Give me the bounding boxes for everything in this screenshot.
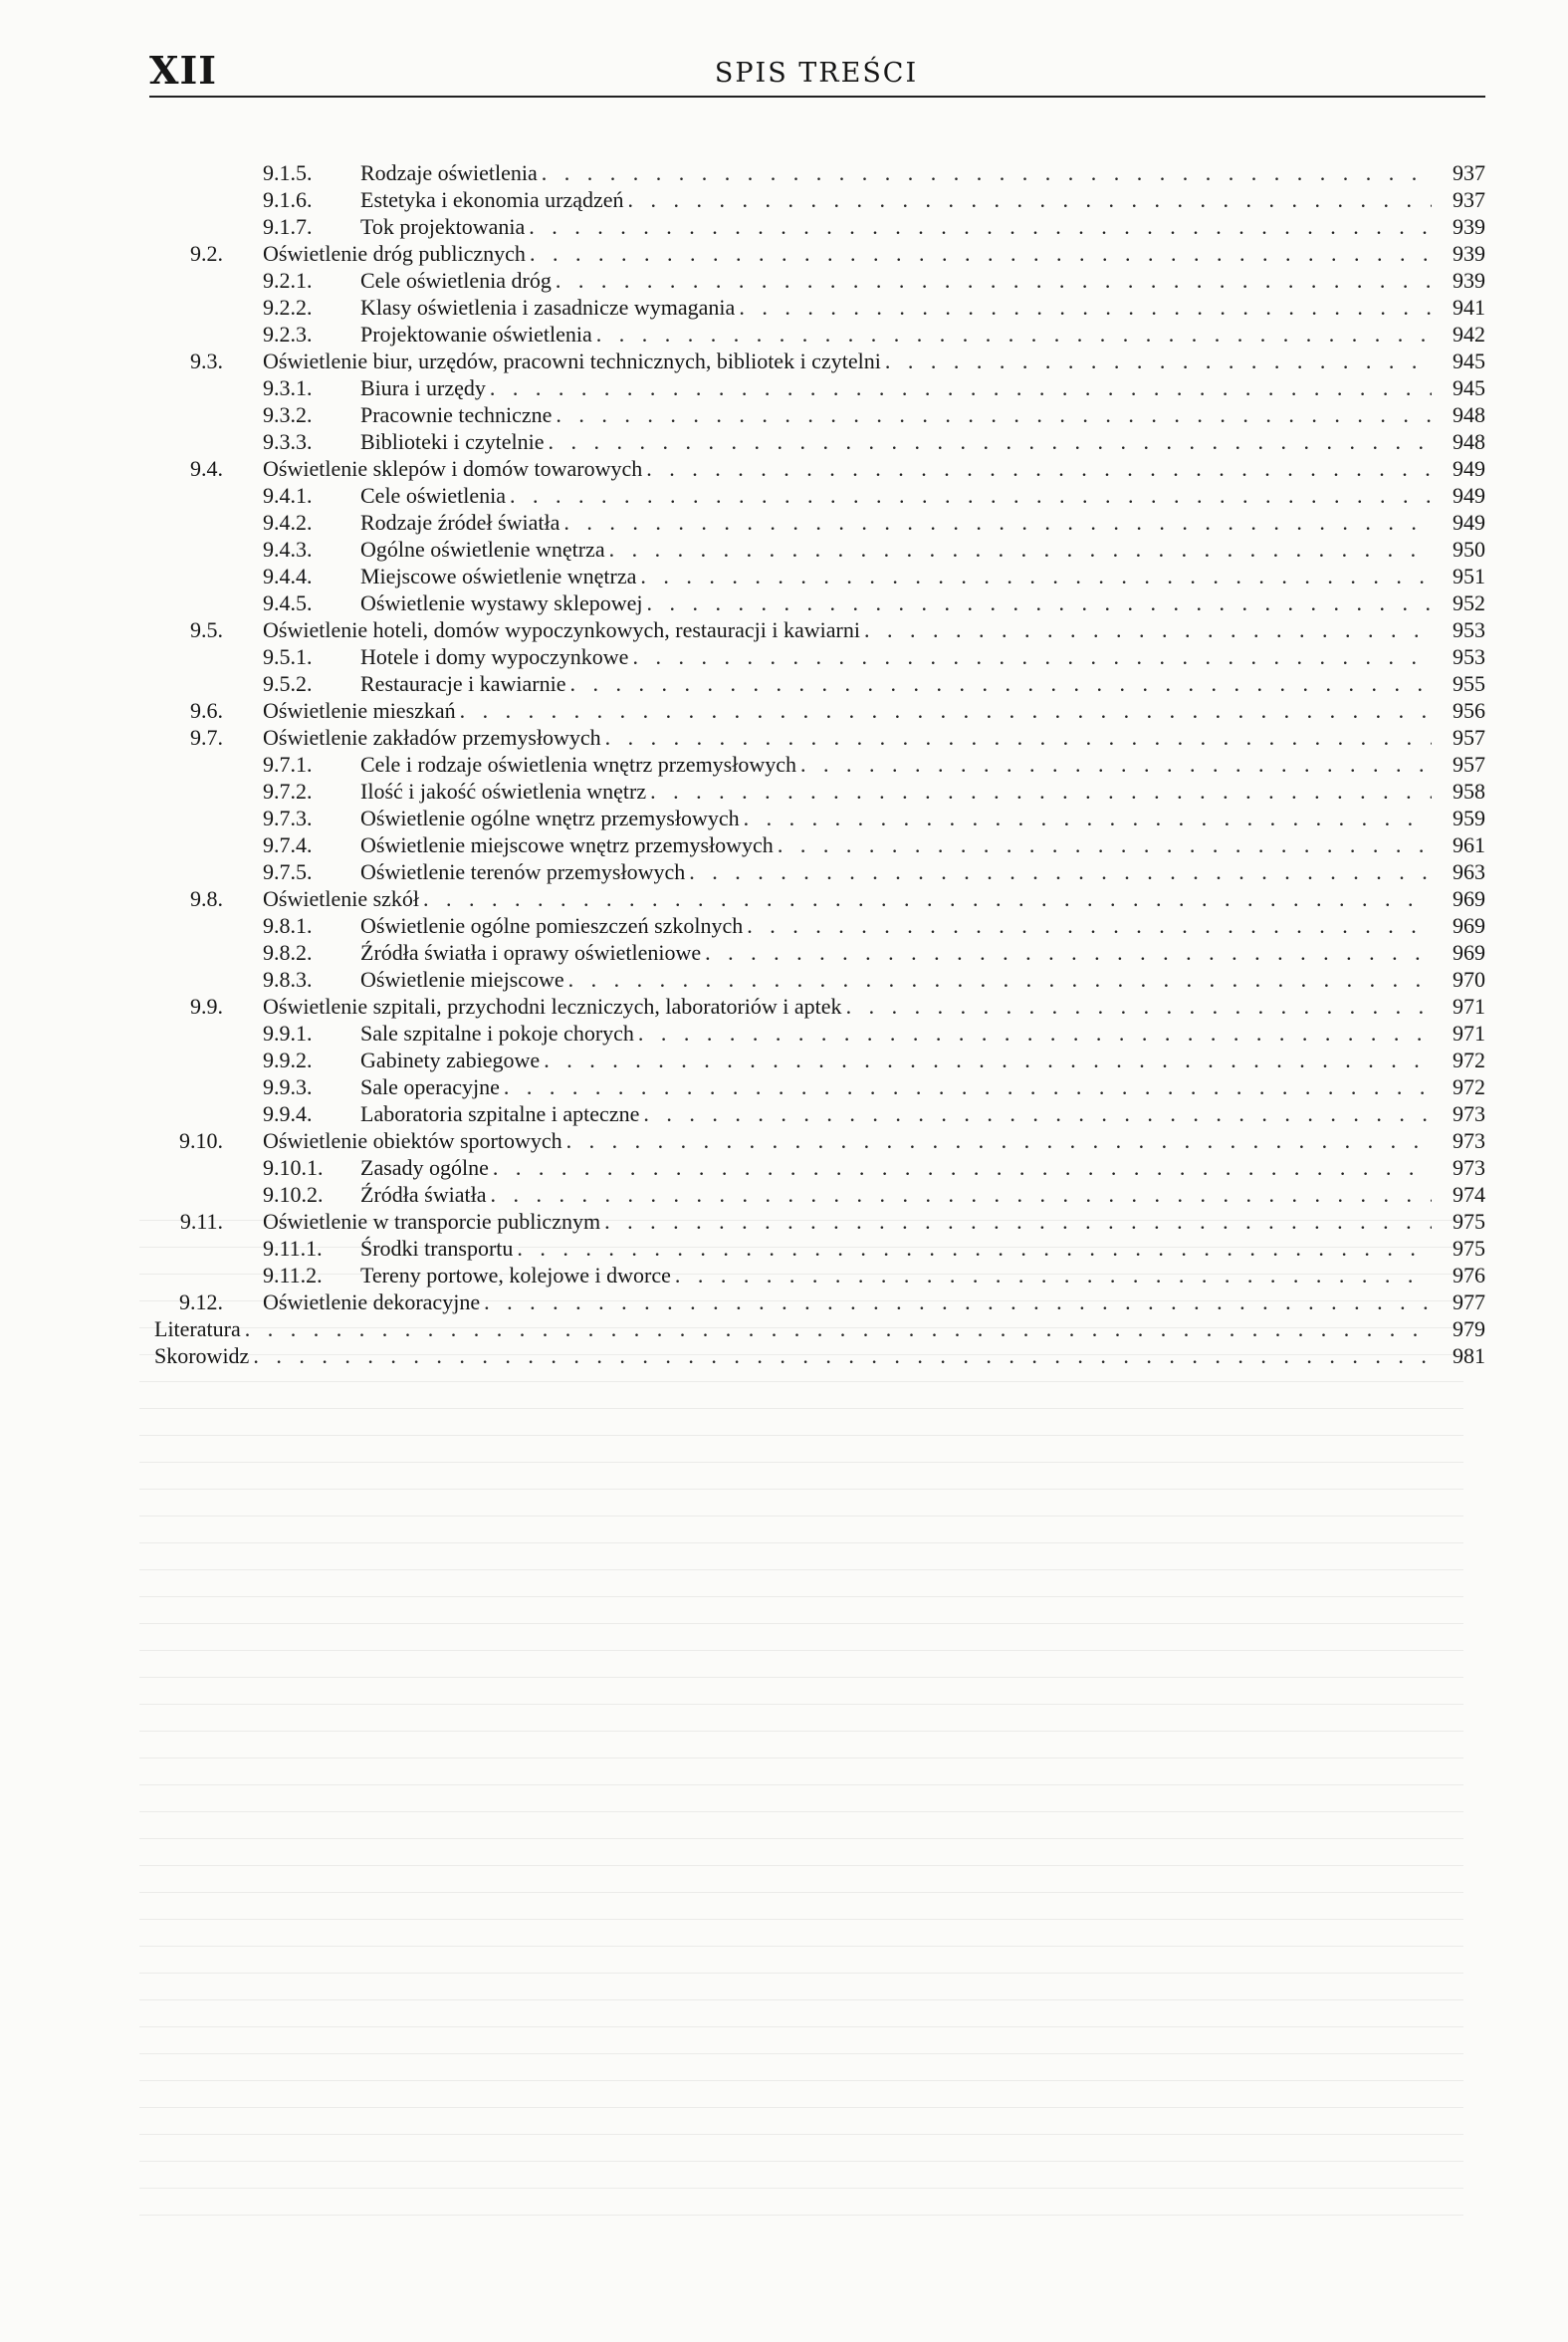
page-header — [149, 48, 1483, 96]
dot-leader — [592, 321, 1432, 348]
toc-entry-number: 9.12. — [179, 1289, 223, 1314]
toc-entry-number: 9.4.1. — [263, 483, 313, 508]
toc-entry-page: 939 — [1453, 268, 1485, 293]
dot-leader — [489, 1154, 1432, 1181]
toc-entry-title: Ogólne oświetlenie wnętrza — [360, 537, 605, 562]
dot-leader — [842, 993, 1432, 1020]
toc-entry-line — [360, 536, 1485, 563]
toc-entry-line — [360, 1100, 1485, 1127]
toc-entry — [151, 751, 1485, 778]
toc-entry-title: Oświetlenie szkół — [263, 886, 420, 911]
dot-leader — [774, 831, 1432, 858]
dot-leader — [740, 805, 1432, 831]
toc-entry-page: 973 — [1453, 1155, 1485, 1180]
toc-entry-number: 9.2.1. — [263, 268, 313, 293]
toc-entry-page: 969 — [1453, 940, 1485, 965]
toc-entry-line — [360, 1181, 1485, 1208]
toc-entry-title: Ilość i jakość oświetlenia wnętrz — [360, 779, 647, 804]
toc-entry-page: 979 — [1453, 1316, 1485, 1341]
dot-leader — [486, 1181, 1432, 1208]
toc-entry-number: 9.4.2. — [263, 510, 313, 535]
toc-entry — [151, 912, 1485, 939]
toc-entry — [151, 348, 1485, 374]
toc-entry-line — [360, 805, 1485, 831]
toc-entry — [151, 616, 1485, 643]
toc-entry-page: 937 — [1453, 187, 1485, 212]
toc-entry-number: 9.3. — [190, 349, 223, 373]
toc-entry — [151, 885, 1485, 912]
toc-entry-line — [360, 213, 1485, 240]
toc-entry-page: 957 — [1453, 725, 1485, 750]
dot-leader — [419, 885, 1432, 912]
dot-leader — [735, 294, 1432, 321]
toc-entry-page: 957 — [1453, 752, 1485, 777]
toc-entry-title: Środki transportu — [360, 1236, 514, 1261]
toc-entry-title: Cele i rodzaje oświetlenia wnętrz przemysłowych — [360, 752, 797, 777]
dot-leader — [642, 455, 1432, 482]
toc-entry-title: Gabinety zabiegowe — [360, 1048, 541, 1072]
toc-entry-number: 9.3.3. — [263, 429, 313, 454]
toc-entry-number: 9.9.2. — [263, 1048, 313, 1072]
toc-entry — [151, 213, 1485, 240]
toc-entry — [151, 401, 1485, 428]
toc-entry-line — [263, 1288, 1485, 1315]
toc-entry-page: 977 — [1453, 1289, 1485, 1314]
toc-entry-number: 9.7. — [190, 725, 223, 750]
dot-leader — [456, 697, 1432, 724]
toc-entry — [151, 428, 1485, 455]
toc-entry — [151, 294, 1485, 321]
dot-leader — [600, 1208, 1432, 1235]
toc-entry-title: Cele oświetlenia dróg — [360, 268, 552, 293]
toc-entry — [151, 1262, 1485, 1288]
toc-entry-page: 963 — [1453, 859, 1485, 884]
dot-leader — [552, 401, 1432, 428]
toc-entry-title: Oświetlenie wystawy sklepowej — [360, 590, 643, 615]
dot-leader — [486, 374, 1432, 401]
toc-entry — [151, 1154, 1485, 1181]
toc-entry-title: Oświetlenie w transporcie publicznym — [263, 1209, 601, 1234]
toc-entry-page: 961 — [1453, 832, 1485, 857]
toc-entry — [151, 1100, 1485, 1127]
dot-leader — [646, 778, 1432, 805]
dot-leader — [601, 724, 1432, 751]
toc-entry-number: 9.7.2. — [263, 779, 313, 804]
toc-entry — [151, 267, 1485, 294]
toc-entry-line — [263, 455, 1485, 482]
toc-entry-line — [360, 751, 1485, 778]
toc-entry-page: 948 — [1453, 402, 1485, 427]
dot-leader — [552, 267, 1432, 294]
toc-entry — [151, 697, 1485, 724]
bleed-through-texture — [139, 1220, 1463, 2235]
toc-entry-line — [360, 159, 1485, 186]
toc-entry-title: Tereny portowe, kolejowe i dworce — [360, 1263, 671, 1288]
dot-leader — [480, 1288, 1432, 1315]
toc-entry-number: 9.4.3. — [263, 537, 313, 562]
toc-entry-title: Źródła światła — [360, 1182, 487, 1207]
toc-entry-title: Biblioteki i czytelnie — [360, 429, 545, 454]
toc-entry — [151, 482, 1485, 509]
toc-entry-line — [360, 670, 1485, 697]
dot-leader — [241, 1315, 1432, 1342]
header-rule — [149, 96, 1485, 98]
toc-entry-number: 9.1.7. — [263, 214, 313, 239]
dot-leader — [636, 563, 1432, 589]
toc-entry-title: Oświetlenie hoteli, domów wypoczynkowych, restauracji i kawiarni — [263, 617, 860, 642]
toc-entry-line — [360, 966, 1485, 993]
dot-leader — [540, 1047, 1432, 1073]
toc-entry-number: 9.3.1. — [263, 375, 313, 400]
toc-entry-number: 9.8.1. — [263, 913, 313, 938]
toc-entry-number: 9.9.3. — [263, 1074, 313, 1099]
dot-leader — [796, 751, 1432, 778]
toc-entry-line — [263, 1127, 1485, 1154]
toc-entry-title: Literatura — [154, 1316, 241, 1341]
toc-entry-page: 959 — [1453, 806, 1485, 830]
toc-entry-title: Oświetlenie zakładów przemysłowych — [263, 725, 601, 750]
toc-entry-page: 969 — [1453, 886, 1485, 911]
toc-entry-title: Biura i urzędy — [360, 375, 486, 400]
toc-entry — [151, 966, 1485, 993]
dot-leader — [671, 1262, 1432, 1288]
toc-entry — [151, 1315, 1485, 1342]
toc-entry-number: 9.8.3. — [263, 967, 313, 992]
toc-entry-number: 9.4.5. — [263, 590, 313, 615]
toc-entry-page: 972 — [1453, 1048, 1485, 1072]
toc-entry — [151, 724, 1485, 751]
toc-entry-title: Oświetlenie dróg publicznych — [263, 241, 526, 266]
table-of-contents — [151, 159, 1485, 1369]
toc-entry-number: 9.5.1. — [263, 644, 313, 669]
dot-leader — [513, 1235, 1432, 1262]
toc-entry-page: 945 — [1453, 349, 1485, 373]
dot-leader — [881, 348, 1432, 374]
toc-entry-page: 969 — [1453, 913, 1485, 938]
dot-leader — [628, 643, 1432, 670]
toc-entry-title: Miejscowe oświetlenie wnętrza — [360, 564, 637, 588]
toc-entry-page: 971 — [1453, 994, 1485, 1019]
toc-entry — [151, 939, 1485, 966]
toc-entry-page: 949 — [1453, 456, 1485, 481]
toc-entry — [151, 993, 1485, 1020]
toc-entry-number: 9.7.1. — [263, 752, 313, 777]
toc-entry-page: 981 — [1453, 1343, 1485, 1368]
toc-entry-number: 9.8. — [190, 886, 223, 911]
toc-entry-line — [360, 939, 1485, 966]
toc-entry-number: 9.11.2. — [263, 1263, 323, 1288]
toc-entry-line — [263, 1208, 1485, 1235]
toc-entry-line — [360, 482, 1485, 509]
toc-entry-title: Oświetlenie miejscowe wnętrz przemysłowych — [360, 832, 774, 857]
toc-entry-page: 972 — [1453, 1074, 1485, 1099]
toc-entry-title: Zasady ogólne — [360, 1155, 489, 1180]
toc-entry-line — [360, 267, 1485, 294]
toc-entry-line — [360, 1154, 1485, 1181]
dot-leader — [538, 159, 1432, 186]
toc-entry-page: 975 — [1453, 1209, 1485, 1234]
toc-entry-line — [360, 1073, 1485, 1100]
dot-leader — [562, 1127, 1432, 1154]
toc-entry-line — [360, 1235, 1485, 1262]
toc-entry-number: 9.1.5. — [263, 160, 313, 185]
dot-leader — [639, 1100, 1432, 1127]
toc-entry-number: 9.2.2. — [263, 295, 313, 320]
toc-entry-line — [360, 912, 1485, 939]
toc-entry-number: 9.9.1. — [263, 1021, 313, 1046]
toc-entry-number: 9.4.4. — [263, 564, 313, 588]
toc-entry-title: Estetyka i ekonomia urządzeń — [360, 187, 624, 212]
toc-entry-page: 955 — [1453, 671, 1485, 696]
toc-entry-number: 9.9.4. — [263, 1101, 313, 1126]
toc-entry-line — [360, 1020, 1485, 1047]
toc-entry — [151, 563, 1485, 589]
toc-entry — [151, 670, 1485, 697]
toc-entry-page: 941 — [1453, 295, 1485, 320]
toc-entry-number: 9.7.3. — [263, 806, 313, 830]
toc-entry-title: Laboratoria szpitalne i apteczne — [360, 1101, 640, 1126]
dot-leader — [624, 186, 1432, 213]
toc-entry — [151, 589, 1485, 616]
toc-entry-line — [154, 1315, 1485, 1342]
toc-entry — [151, 1288, 1485, 1315]
toc-entry-title: Tok projektowania — [360, 214, 526, 239]
toc-entry-line — [360, 1262, 1485, 1288]
toc-entry-line — [263, 885, 1485, 912]
toc-entry-line — [360, 858, 1485, 885]
page-title: SPIS TREŚCI — [714, 58, 919, 89]
toc-entry — [151, 240, 1485, 267]
toc-entry-line — [360, 321, 1485, 348]
toc-entry-title: Sale szpitalne i pokoje chorych — [360, 1021, 634, 1046]
dot-leader — [560, 509, 1432, 536]
toc-entry — [151, 858, 1485, 885]
toc-entry-number: 9.6. — [190, 698, 223, 723]
toc-entry-line — [360, 428, 1485, 455]
toc-entry — [151, 1127, 1485, 1154]
toc-entry-title: Oświetlenie terenów przemysłowych — [360, 859, 686, 884]
toc-entry-title: Oświetlenie ogólne pomieszczeń szkolnych — [360, 913, 744, 938]
toc-entry-title: Źródła światła i oprawy oświetleniowe — [360, 940, 702, 965]
dot-leader — [701, 939, 1432, 966]
toc-entry — [151, 805, 1485, 831]
toc-entry-number: 9.1.6. — [263, 187, 313, 212]
toc-entry-line — [154, 1342, 1485, 1369]
dot-leader — [743, 912, 1432, 939]
toc-entry-title: Oświetlenie ogólne wnętrz przemysłowych — [360, 806, 740, 830]
toc-entry — [151, 536, 1485, 563]
toc-entry-line — [360, 374, 1485, 401]
toc-entry-line — [360, 1047, 1485, 1073]
toc-entry-number: 9.9. — [190, 994, 223, 1019]
toc-entry-page: 970 — [1453, 967, 1485, 992]
dot-leader — [643, 589, 1433, 616]
toc-entry-number: 9.2. — [190, 241, 223, 266]
dot-leader — [545, 428, 1432, 455]
dot-leader — [634, 1020, 1432, 1047]
toc-entry — [151, 159, 1485, 186]
toc-entry — [151, 186, 1485, 213]
toc-entry-line — [263, 724, 1485, 751]
toc-entry-page: 974 — [1453, 1182, 1485, 1207]
toc-entry — [151, 455, 1485, 482]
toc-entry-page: 958 — [1453, 779, 1485, 804]
toc-entry-page: 953 — [1453, 644, 1485, 669]
toc-entry-title: Cele oświetlenia — [360, 483, 507, 508]
toc-entry-title: Oświetlenie miejscowe — [360, 967, 564, 992]
toc-entry — [151, 831, 1485, 858]
toc-entry-line — [360, 294, 1485, 321]
dot-leader — [860, 616, 1432, 643]
toc-entry-title: Projektowanie oświetlenia — [360, 322, 592, 347]
toc-entry — [151, 643, 1485, 670]
toc-entry — [151, 1235, 1485, 1262]
toc-entry-number: 9.10.1. — [263, 1155, 324, 1180]
toc-entry-line — [360, 401, 1485, 428]
toc-entry-page: 976 — [1453, 1263, 1485, 1288]
toc-entry — [151, 1020, 1485, 1047]
toc-entry-page: 952 — [1453, 590, 1485, 615]
toc-entry-page: 937 — [1453, 160, 1485, 185]
toc-entry-line — [360, 778, 1485, 805]
toc-entry-line — [263, 616, 1485, 643]
toc-entry-number: 9.4. — [190, 456, 223, 481]
toc-entry-title: Oświetlenie szpitali, przychodni leczniczych, laboratoriów i aptek — [263, 994, 842, 1019]
toc-entry-number: 9.5.2. — [263, 671, 313, 696]
toc-entry-line — [360, 831, 1485, 858]
toc-entry-number: 9.5. — [190, 617, 223, 642]
toc-entry — [151, 1342, 1485, 1369]
toc-entry-number: 9.11. — [179, 1209, 223, 1234]
toc-entry-title: Skorowidz — [154, 1343, 250, 1368]
toc-entry-line — [360, 509, 1485, 536]
dot-leader — [506, 482, 1432, 509]
toc-entry — [151, 509, 1485, 536]
toc-entry-page: 949 — [1453, 483, 1485, 508]
toc-entry-title: Oświetlenie obiektów sportowych — [263, 1128, 562, 1153]
toc-entry-number: 9.10. — [179, 1128, 223, 1153]
toc-entry-number: 9.11.1. — [263, 1236, 323, 1261]
toc-entry-page: 948 — [1453, 429, 1485, 454]
toc-entry-number: 9.7.5. — [263, 859, 313, 884]
dot-leader — [525, 213, 1432, 240]
toc-entry — [151, 778, 1485, 805]
toc-entry-number: 9.7.4. — [263, 832, 313, 857]
toc-entry-page: 939 — [1453, 241, 1485, 266]
dot-leader — [249, 1342, 1432, 1369]
page-number: XII — [149, 48, 218, 93]
toc-entry-line — [263, 348, 1485, 374]
dot-leader — [685, 858, 1432, 885]
toc-entry-number: 9.2.3. — [263, 322, 313, 347]
toc-entry-title: Hotele i domy wypoczynkowe — [360, 644, 629, 669]
dot-leader — [605, 536, 1432, 563]
dot-leader — [500, 1073, 1432, 1100]
toc-entry-line — [360, 589, 1485, 616]
toc-entry-page: 953 — [1453, 617, 1485, 642]
toc-entry-page: 973 — [1453, 1128, 1485, 1153]
toc-entry-line — [263, 993, 1485, 1020]
toc-entry-line — [263, 697, 1485, 724]
toc-entry-title: Oświetlenie mieszkań — [263, 698, 456, 723]
toc-entry-page: 949 — [1453, 510, 1485, 535]
dot-leader — [565, 670, 1432, 697]
toc-entry-title: Pracownie techniczne — [360, 402, 553, 427]
toc-entry-page: 973 — [1453, 1101, 1485, 1126]
toc-entry-title: Rodzaje oświetlenia — [360, 160, 538, 185]
toc-entry — [151, 1073, 1485, 1100]
toc-entry-title: Klasy oświetlenia i zasadnicze wymagania — [360, 295, 736, 320]
toc-entry-page: 956 — [1453, 698, 1485, 723]
toc-entry-line — [263, 240, 1485, 267]
toc-entry-title: Oświetlenie biur, urzędów, pracowni technicznych, bibliotek i czytelni — [263, 349, 881, 373]
toc-entry-number: 9.3.2. — [263, 402, 313, 427]
toc-entry-title: Oświetlenie sklepów i domów towarowych — [263, 456, 643, 481]
toc-entry — [151, 1181, 1485, 1208]
toc-entry-page: 950 — [1453, 537, 1485, 562]
dot-leader — [564, 966, 1432, 993]
toc-entry-page: 951 — [1453, 564, 1485, 588]
toc-entry-number: 9.8.2. — [263, 940, 313, 965]
toc-entry-title: Rodzaje źródeł światła — [360, 510, 560, 535]
toc-entry-line — [360, 563, 1485, 589]
toc-entry — [151, 374, 1485, 401]
toc-entry-page: 945 — [1453, 375, 1485, 400]
toc-entry — [151, 321, 1485, 348]
toc-entry-page: 939 — [1453, 214, 1485, 239]
toc-entry — [151, 1047, 1485, 1073]
toc-entry-title: Oświetlenie dekoracyjne — [263, 1289, 481, 1314]
toc-entry-number: 9.10.2. — [263, 1182, 324, 1207]
toc-entry — [151, 1208, 1485, 1235]
toc-entry-title: Restauracje i kawiarnie — [360, 671, 566, 696]
dot-leader — [526, 240, 1432, 267]
toc-entry-page: 942 — [1453, 322, 1485, 347]
toc-entry-title: Sale operacyjne — [360, 1074, 500, 1099]
toc-entry-page: 975 — [1453, 1236, 1485, 1261]
toc-entry-page: 971 — [1453, 1021, 1485, 1046]
toc-entry-line — [360, 643, 1485, 670]
toc-entry-line — [360, 186, 1485, 213]
